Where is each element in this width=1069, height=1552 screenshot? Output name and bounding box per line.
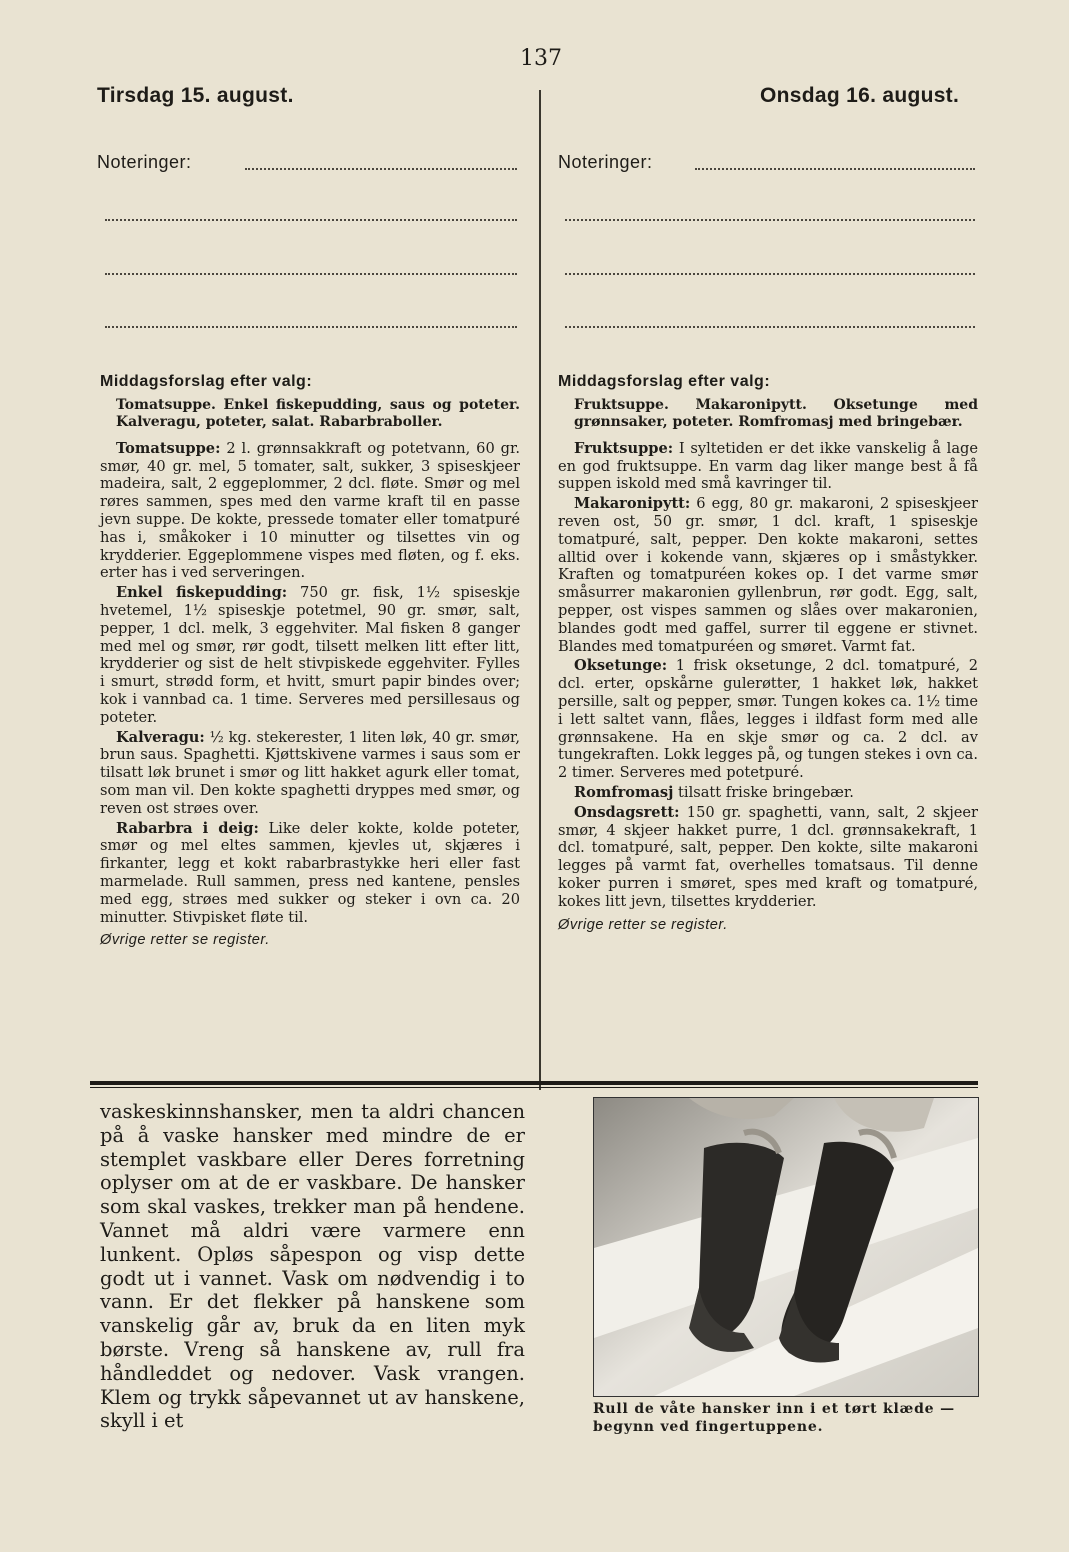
glove-washing-text: vaskeskinnshansker, men ta aldri chancen på å vaske hansker med mindre de er stemplet vaskbare eller Deres forretning oplyser om at de er vaskbare. De hansker som skal vaskes, trekker man på hendene. Vannet må aldri være varmere enn lunkent. Opløs såpespon og visp dette godt ut i vannet. Vask om nødvendig i to vann. Er det flekker på hanskene som vanskelig går av, bruk da en liten myk børste. Vreng så hanskene av, rull fra håndleddet og nedover. Vask vrangen. Klem og trykk såpevannet ut av hanskene, skyll i et: [100, 1100, 525, 1433]
right-notes-line-3: [565, 273, 975, 275]
right-menu-intro: Fruktsuppe. Makaronipytt. Oksetunge med grønnsaker, poteter. Romfromasj med bringebær.: [574, 396, 978, 431]
right-footer-register: Øvrige retter se register.: [558, 916, 728, 933]
recipe-paragraph: Kalveragu: ½ kg. stekerester, 1 liten løk, 40 gr. smør, brun saus. Spaghetti. Kjøttskivene varmes i saus som er tilsatt løk brunet i smør og litt hakket agurk eller tomat, som man vil. Den kokte spaghetti dryppes med smør, og reven ost strøes over.: [100, 728, 520, 817]
left-menu-column: [100, 373, 520, 952]
left-notes-line-1: [245, 168, 517, 170]
gloves-illustration: [594, 1098, 978, 1396]
left-notes-label: Noteringer:: [97, 152, 192, 172]
recipe-paragraph: Onsdagsrett: 150 gr. spaghetti, vann, salt, 2 skjeer smør, 4 skjeer hakket purre, 1 dcl. grønnsakekraft, 1 dcl. tomatpuré, salt, pepper. Den kokte, silte makaroni legges på varmt fat, overhelles tomatsaus. Til denne koker purren i smøret, spes med kraft og tomatpuré, kokes litt jevn, tilsettes krydderier.: [558, 803, 978, 910]
left-menu-intro: Tomatsuppe. Enkel fiskepudding, saus og poteter. Kalveragu, poteter, salat. Rabarbraboller.: [116, 396, 520, 431]
recipe-paragraph: Makaronipytt: 6 egg, 80 gr. makaroni, 2 spiseskjeer reven ost, 50 gr. smør, 1 dcl. kraft, 1 spiseskje tomatpuré, salt, pepper. Den kokte makaroni, settes alltid over i kokende vann, skjæres op i småstykker. Kraften og tomatpuréen kokes op. I det varme smør småsurrer makaronien gyllenbrun, rør godt. Egg, salt, pepper, ost vispes sammen og slåes over makaronien, blandes godt med gaffel, surrer til eggene er stivnet. Blandes med tomatpuréen og smøret. Varmt fat.: [558, 495, 978, 655]
right-menu-column: [558, 373, 978, 936]
left-menu-heading: Middagsforslag efter valg:: [100, 373, 313, 390]
left-notes-line-2: [105, 219, 517, 221]
recipe-paragraph: Enkel fiskepudding: 750 gr. fisk, 1½ spiseskje hvetemel, 1½ spiseskje potetmel, 90 gr. smør, salt, pepper, 1 dcl. melk, 3 eggehviter. Mal fisken 8 ganger med mel og smør, rør godt, tilsett melken litt efter litt, krydderier og sist de helt stivpiskede eggehviter. Fylles i smurt, strødd form, et hvitt, smurt papir bindes over; kok i vannbad ca. 1 time. Serveres med persillesaus og poteter.: [100, 584, 520, 726]
left-notes-line-4: [105, 326, 517, 328]
recipe-paragraph: Rabarbra i deig: Like deler kokte, kolde poteter, smør og mel eltes sammen, kjevles ut, skjæres i firkanter, legg et kokt rabarbrastykke heri eller fast marmelade. Rull sammen, press ned kantene, pensles med egg, strøes med sukker og steker i ovn ca. 20 minutter. Stivpisket fløte til.: [100, 819, 520, 926]
recipe-paragraph: Oksetunge: 1 frisk oksetunge, 2 dcl. tomatpuré, 2 dcl. erter, opskårne gulerøtter, 1 hakket løk, hakket persille, salt og pepper, smør. Tungen kokes ca. 1½ time i lett saltet vann, flåes, legges i ildfast form med alle grønnsakene. Ha en skje smør og ca. 2 dcl. av tungekraften. Lokk legges på, og tungen stekes i ovn ca. 2 timer. Serveres med potetpuré.: [558, 657, 978, 782]
section-rule-thin: [90, 1087, 978, 1088]
left-day-title: Tirsdag 15. august.: [97, 84, 294, 107]
right-notes-line-4: [565, 326, 975, 328]
column-divider: [539, 90, 541, 1090]
right-notes-label: Noteringer:: [558, 152, 653, 172]
recipe-paragraph: Fruktsuppe: I syltetiden er det ikke vanskelig å lage en god fruktsuppe. En varm dag liker mange best å få suppen iskold med små kavringer til.: [558, 439, 978, 493]
page-number: 137: [520, 46, 562, 71]
right-day-title: Onsdag 16. august.: [760, 84, 960, 107]
right-menu-heading: Middagsforslag efter valg:: [558, 373, 771, 390]
gloves-photo: [593, 1097, 979, 1397]
section-rule-thick: [90, 1081, 978, 1085]
photo-caption: Rull de våte hansker inn i et tørt klæde — begynn ved fingertuppene.: [593, 1401, 955, 1435]
left-footer-register: Øvrige retter se register.: [100, 932, 270, 949]
right-notes-line-2: [565, 219, 975, 221]
left-notes-line-3: [105, 273, 517, 275]
recipe-paragraph: Romfromasj tilsatt friske bringebær.: [574, 783, 854, 801]
recipe-paragraph: Tomatsuppe: 2 l. grønnsakkraft og potetvann, 60 gr. smør, 40 gr. mel, 5 tomater, salt, sukker, 3 spiseskjeer madeira, salt, 2 eggeplommer, 2 dcl. fløte. Smør og mel røres sammen, spes med den varme kraft til en passe jevn suppe. De kokte, pressede tomater eller tomatpuré has i, småkoker i 10 minutter og tilsettes vin og krydderier. Eggeplommene vispes med fløten, og f. eks. erter has i ved serveringen.: [100, 439, 520, 582]
right-notes-line-1: [695, 168, 975, 170]
